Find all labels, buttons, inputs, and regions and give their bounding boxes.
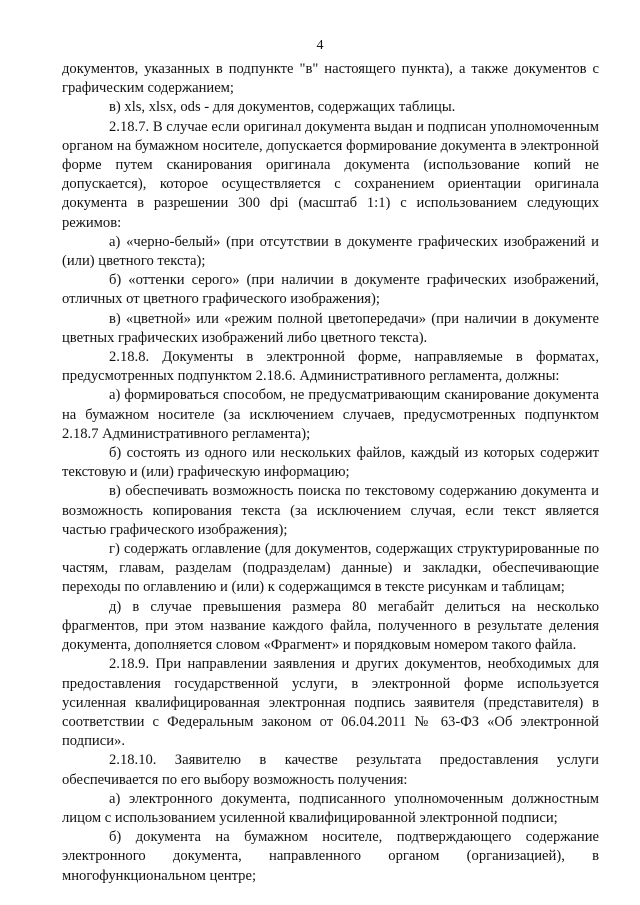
paragraph-2-18-10: 2.18.10. Заявителю в качестве результата предоставления услуги обеспечивается по его выбору возможность получения:	[62, 752, 599, 788]
paragraph-2-18-7: 2.18.7. В случае если оригинал документа выдан и подписан уполномоченным органом на бумажном носителе, допускается формирование документа в электронной форме путем сканирования оригинала документа (использование копий не допускается), которое осуществляется с сохранением ориентации оригинала документа в разрешении 300 dpi (масштаб 1:1) с использованием следующих режимов:	[62, 118, 599, 231]
paragraph-item-b-files: б) состоять из одного или нескольких файлов, каждый из которых содержит текстовую и (или) графическую информацию;	[62, 445, 599, 481]
paragraph-item-a-form: а) формироваться способом, не предусматривающим сканирование документа на бумажном носителе (за исключением случаев, предусмотренных подпунктом 2.18.7 Административного регламента);	[62, 387, 599, 442]
paragraph-item-a-edoc: а) электронного документа, подписанного уполномоченным должностным лицом с использованием усиленной квалифицированной электронной подписи;	[62, 790, 599, 826]
paragraph-item-b-gray: б) «оттенки серого» (при наличии в документе графических изображений, отличных от цветного графического изображения);	[62, 272, 599, 308]
paragraph-continuation: документов, указанных в подпункте "в" настоящего пункта), а также документов с графическим содержанием;	[62, 61, 599, 97]
paragraph-2-18-9: 2.18.9. При направлении заявления и других документов, необходимых для предоставления государственной услуги, в электронной форме используется усиленная квалифицированная электронная подпись заявителя (представителя) в соответствии с Федеральным законом от 06.04.2011 № 63-ФЗ «Об электронной подписи».	[62, 656, 599, 750]
paragraph-item-a-bw: а) «черно-белый» (при отсутствии в документе графических изображений и (или) цветного текста);	[62, 233, 599, 270]
document-body	[62, 60, 599, 886]
page-number: 4	[316, 38, 324, 53]
paragraph-item-v-search: в) обеспечивать возможность поиска по текстовому содержанию документа и возможность копирования текста (за исключением случая, если текст является частью графического изображения);	[62, 483, 599, 538]
paragraph-item-d-fragment: д) в случае превышения размера 80 мегабайт делиться на несколько фрагментов, при этом название каждого файла, полученного в результате деления документа, дополняется словом «Фрагмент» и порядковым номером такого файла.	[62, 598, 599, 654]
paragraph-item-g-toc: г) содержать оглавление (для документов, содержащих структурированные по частям, главам, разделам (подразделам) данные) и закладки, обеспечивающие переходы по оглавлению и (или) к содержащимся в тексте рисункам и таблицам;	[62, 541, 599, 596]
paragraph-2-18-8: 2.18.8. Документы в электронной форме, направляемые в форматах, предусмотренных подпунктом 2.18.6. Административного регламента, должны:	[62, 349, 599, 385]
paragraph-item-v-color: в) «цветной» или «режим полной цветопередачи» (при наличии в документе цветных графических изображений либо цветного текста).	[62, 310, 599, 346]
paragraph-item-b-paper: б) документа на бумажном носителе, подтверждающего содержание электронного документа, направленного органом (организацией), в многофункциональном центре;	[62, 829, 599, 884]
paragraph-item-v-xls: в) xls, xlsx, ods - для документов, содержащих таблицы.	[109, 99, 456, 116]
